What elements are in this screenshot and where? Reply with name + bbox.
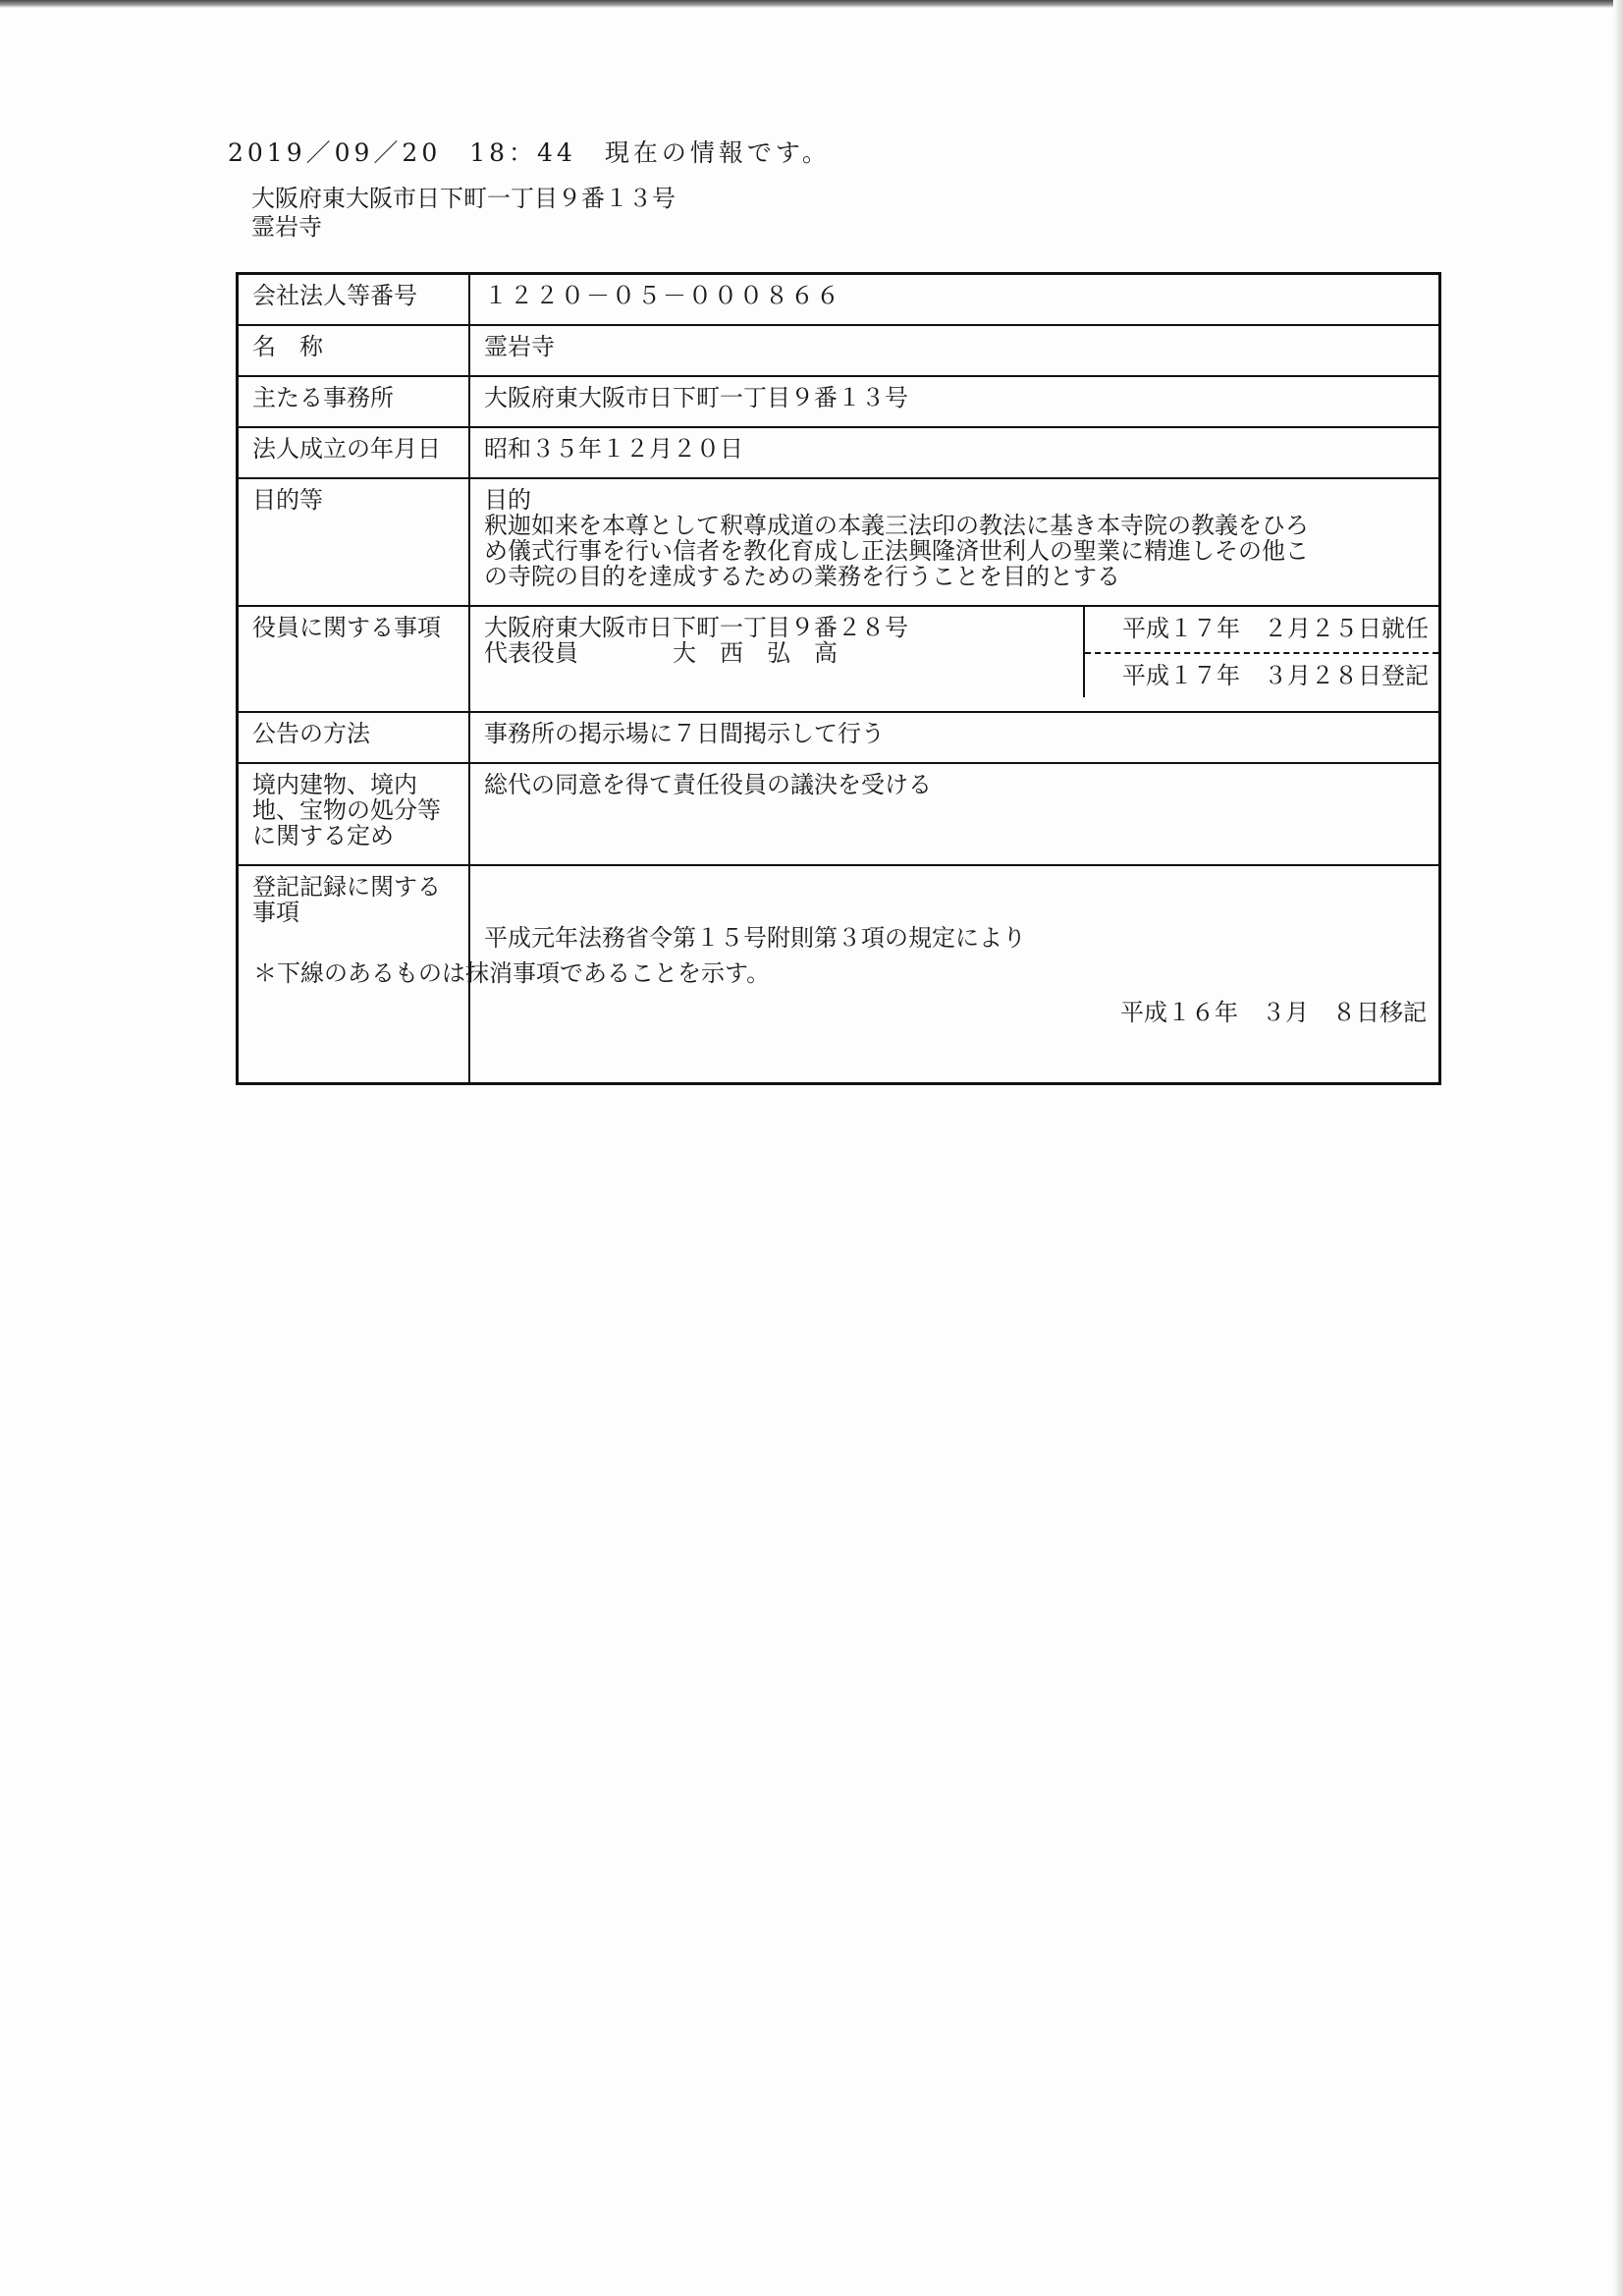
table-row-name	[238, 325, 1440, 376]
label-registry: 登記記録に関する事項	[238, 865, 470, 1084]
value-purpose: 目的 釈迦如来を本尊として釈尊成道の本義三法印の教法に基き本寺院の教義をひろ め儀式行事を行い信者を教化育成し正法興隆済世利人の聖業に精進しその他こ の寺院の目的を達成するための業務を行うことを目的とする	[469, 478, 1440, 606]
value-notice-method: 事務所の掲示場に７日間掲示して行う	[469, 712, 1440, 763]
officer-appointed-date: 平成１７年 ２月２５日就任	[1085, 607, 1438, 654]
label-officers: 役員に関する事項	[238, 606, 470, 712]
officer-role-name: 代表役員 大 西 弘 高	[484, 639, 838, 667]
label-corporate-number: 会社法人等番号	[238, 274, 470, 326]
table-row-purpose	[238, 478, 1440, 606]
officer-details	[447, 607, 1083, 697]
label-notice-method: 公告の方法	[238, 712, 470, 763]
value-corporate-number: １２２０－０５－０００８６６	[469, 274, 1440, 326]
scan-top-edge	[0, 0, 1623, 8]
scan-right-edge	[1613, 0, 1623, 2296]
label-established: 法人成立の年月日	[238, 427, 470, 478]
table-row-corporate-number	[238, 274, 1440, 326]
label-name: 名 称	[238, 325, 470, 376]
table-row-established	[238, 427, 1440, 478]
value-established: 昭和３５年１２月２０日	[469, 427, 1440, 478]
label-main-office: 主たる事務所	[238, 376, 470, 427]
label-purpose: 目的等	[238, 478, 470, 606]
value-officers	[469, 606, 1440, 712]
officer-address: 大阪府東大阪市日下町一丁目９番２８号	[484, 614, 908, 641]
value-main-office: 大阪府東大阪市日下町一丁目９番１３号	[469, 376, 1440, 427]
info-timestamp: 2019／09／20 18：44 現在の情報です。	[228, 138, 831, 167]
value-name: 霊岩寺	[469, 325, 1440, 376]
table-row-main-office	[238, 376, 1440, 427]
label-property-rules: 境内建物、境内地、宝物の処分等に関する定め	[238, 763, 470, 865]
header-name-line: 霊岩寺	[251, 213, 322, 241]
table-row-property-rules	[238, 763, 1440, 865]
officer-dates	[1083, 607, 1438, 697]
header-address-line: 大阪府東大阪市日下町一丁目９番１３号	[251, 185, 676, 212]
registry-transfer-date: 平成１６年 ３月 ８日移記	[1120, 999, 1427, 1026]
table-row-notice-method	[238, 712, 1440, 763]
header-address-block	[251, 185, 676, 242]
registry-note: 平成元年法務省令第１５号附則第３項の規定により	[484, 924, 1026, 952]
footnote: ＊下線のあるものは抹消事項であることを示す。	[253, 959, 771, 987]
table-row-officers	[238, 606, 1440, 712]
value-property-rules: 総代の同意を得て責任役員の議決を受ける	[469, 763, 1440, 865]
officer-registered-date: 平成１７年 ３月２８日登記	[1122, 662, 1429, 689]
